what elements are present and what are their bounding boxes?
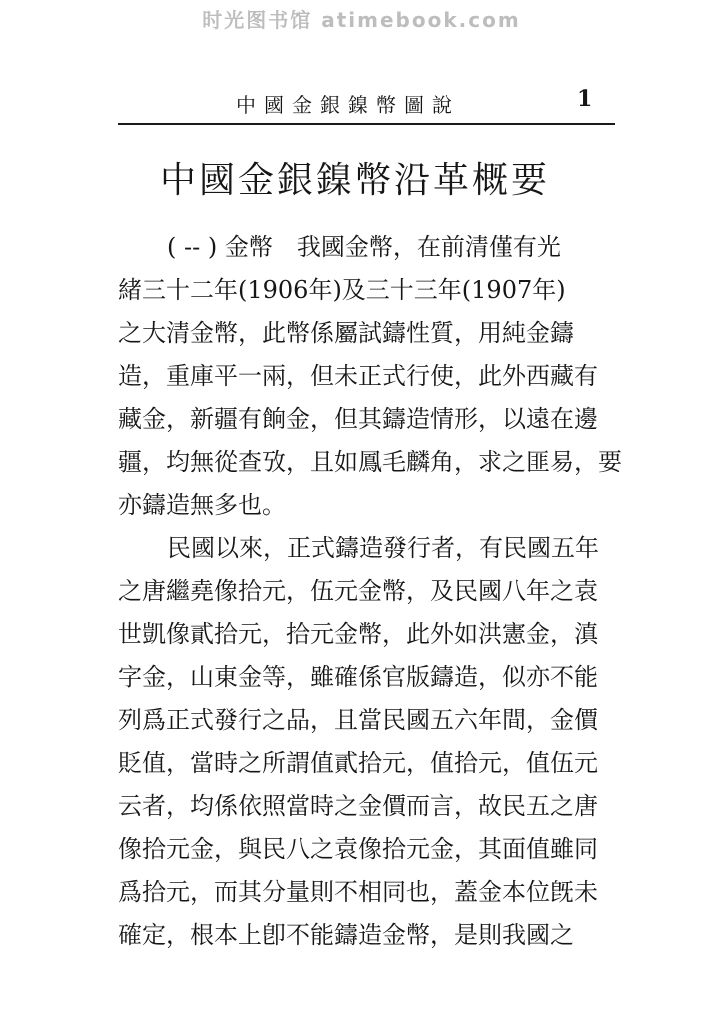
running-header: 中國金銀鎳幣圖說 bbox=[236, 93, 460, 117]
body-line: 藏金，新疆有餉金，但其鑄造情形，以遠在邊 bbox=[118, 405, 598, 433]
body-line: 亦鑄造無多也。 bbox=[118, 491, 286, 519]
body-line: 之唐繼堯像拾元，伍元金幣，及民國八年之袁 bbox=[118, 577, 598, 605]
page-number: 1 bbox=[577, 86, 593, 112]
body-line: 造，重庫平一兩，但未正式行使，此外西藏有 bbox=[118, 362, 598, 390]
body-line: 民國以來，正式鑄造發行者，有民國五年 bbox=[167, 534, 599, 562]
body-line: 像拾元金，與民八之袁像拾元金，其面值雖同 bbox=[118, 835, 598, 863]
body-line: 貶值，當時之所謂值貳拾元，值拾元，值伍元 bbox=[118, 749, 598, 777]
body-line: 確定，根本上卽不能鑄造金幣，是則我國之 bbox=[118, 921, 574, 949]
body-line: 爲拾元，而其分量則不相同也，蓋金本位旣未 bbox=[118, 878, 598, 906]
watermark: 时光图书馆 atimebook.com bbox=[202, 8, 521, 32]
body-line: 緒三十二年(1906年)及三十三年(1907年) bbox=[118, 276, 566, 304]
body-line: 世凱像貳拾元，拾元金幣，此外如洪憲金，滇 bbox=[118, 620, 598, 648]
body-line: 云者，均係依照當時之金價而言，故民五之唐 bbox=[118, 792, 598, 820]
body-line: 字金，山東金等，雖確係官版鑄造，似亦不能 bbox=[118, 663, 598, 691]
body-line: ( -- ) 金幣 我國金幣，在前清僅有光 bbox=[167, 233, 561, 261]
body-line: 列爲正式發行之品，且當民國五六年間，金價 bbox=[118, 706, 598, 734]
body-line: 之大清金幣，此幣係屬試鑄性質，用純金鑄 bbox=[118, 319, 574, 347]
header-rule bbox=[118, 123, 615, 125]
chapter-title: 中國金銀鎳幣沿革概要 bbox=[160, 160, 551, 201]
body-line: 疆，均無從查攷，且如鳳毛麟角，求之匪易，要 bbox=[118, 448, 622, 476]
